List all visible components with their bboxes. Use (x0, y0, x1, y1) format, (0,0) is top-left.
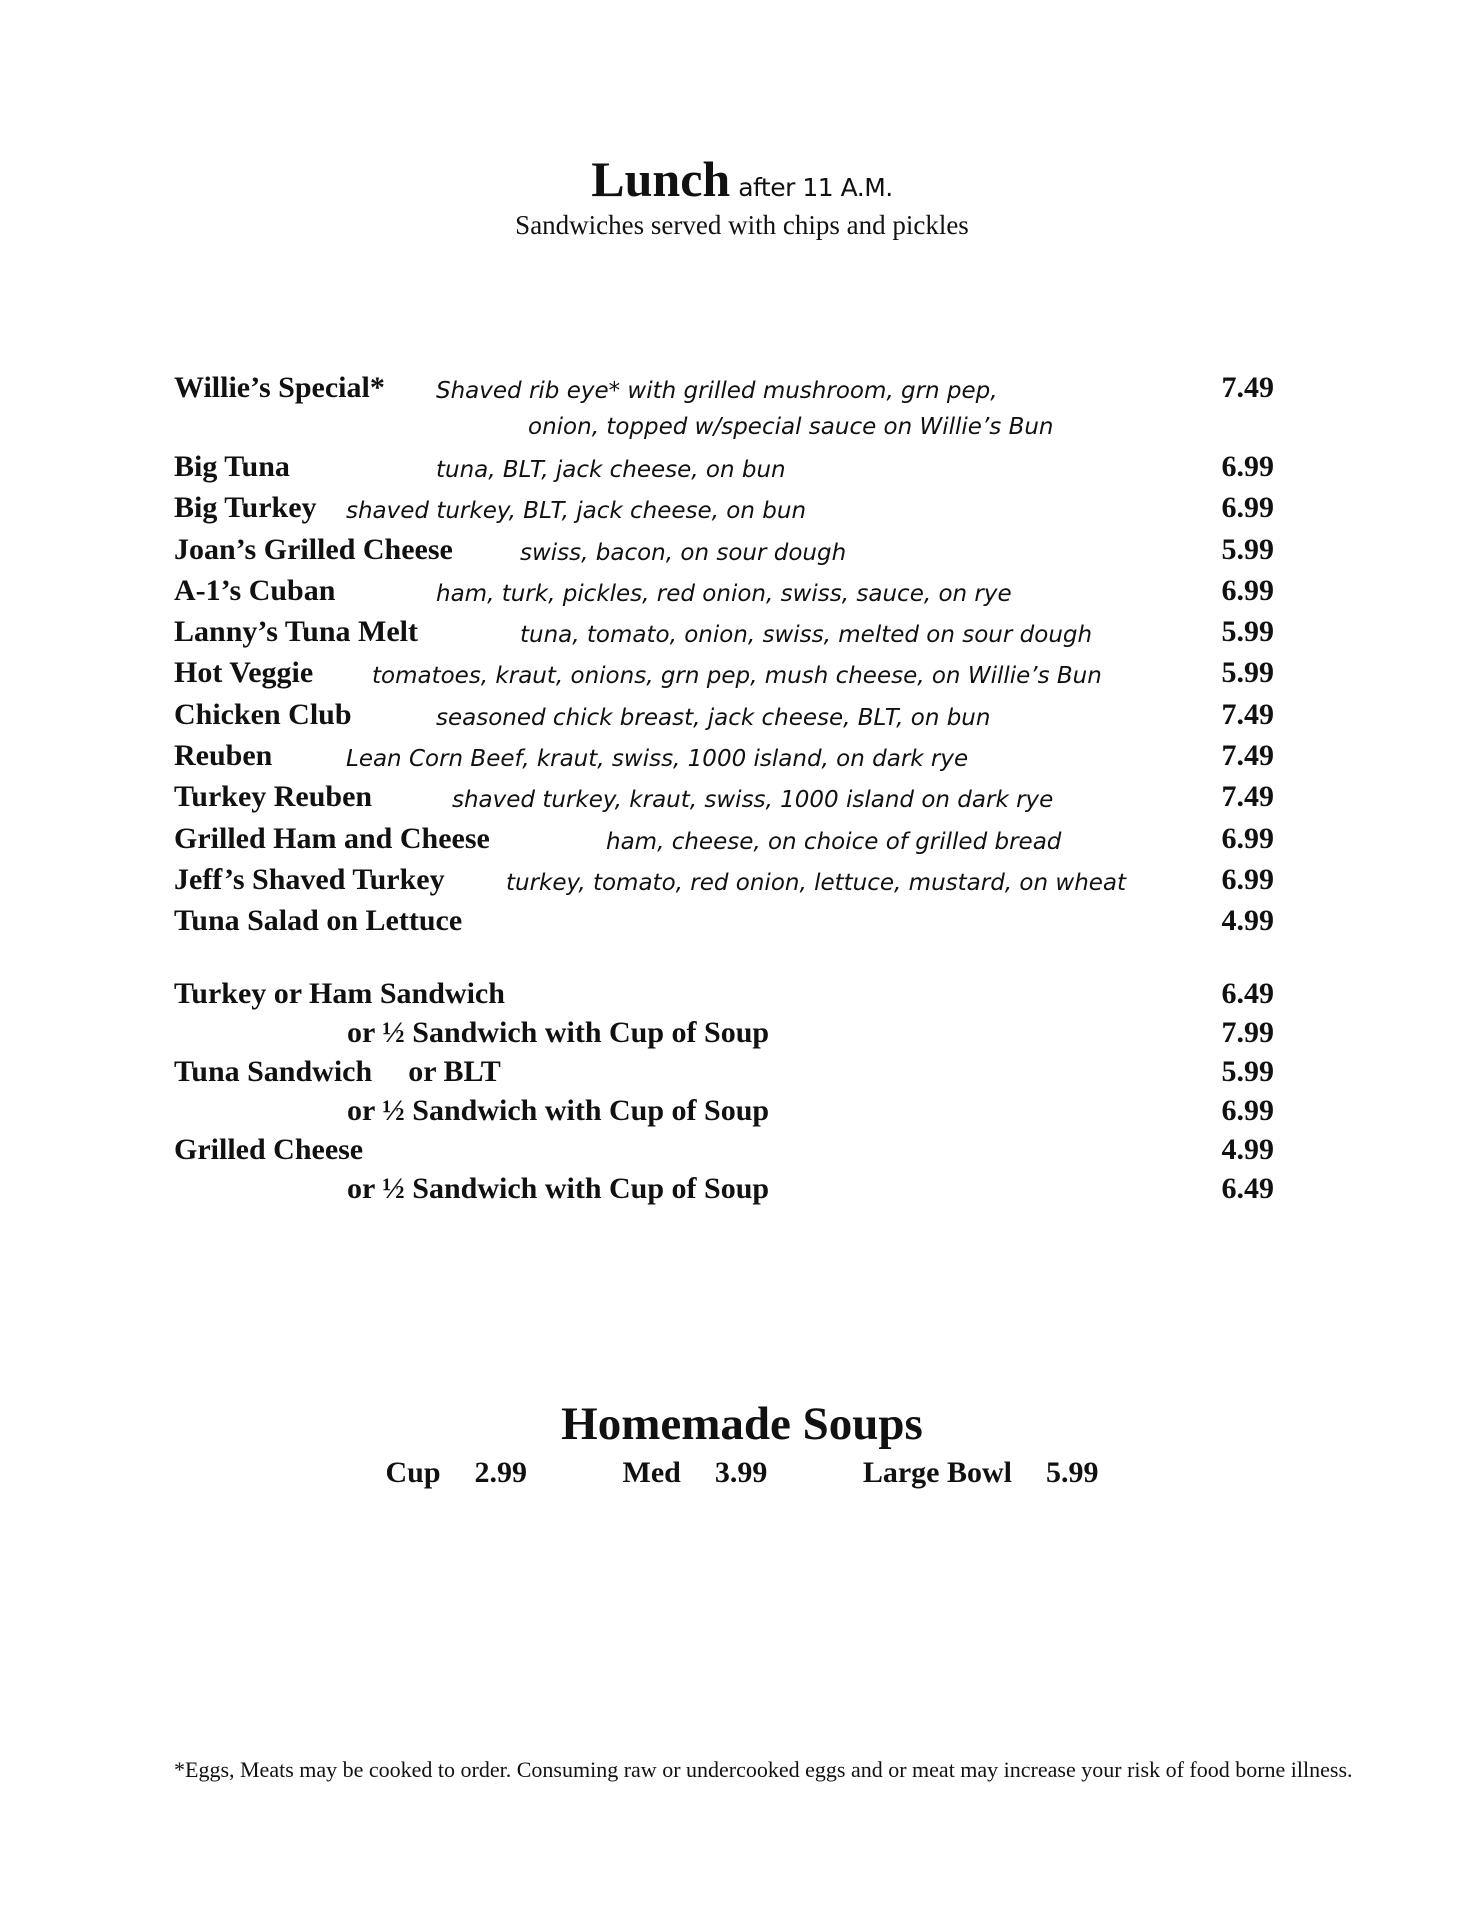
menu-item-name: Big Turkey (174, 491, 317, 525)
soup-size-large-bowl (863, 1453, 1099, 1493)
menu-item-name: Turkey Reuben (174, 780, 373, 814)
combo-item (174, 1093, 1274, 1132)
menu-item (174, 532, 1274, 573)
soups-section (0, 1395, 1484, 1493)
menu-item-name: Willie’s Special* (174, 371, 385, 404)
combo-item-name: or ½ Sandwich with Cup of Soup (347, 1016, 770, 1049)
combo-item (174, 1054, 1274, 1093)
menu-item-name: Grilled Ham and Cheese (174, 821, 490, 855)
menu-item-name: Hot Veggie (174, 656, 314, 690)
menu-item-description: tuna, BLT, jack cheese, on bun (436, 457, 786, 483)
combo-item-name: Grilled Cheese (174, 1133, 364, 1166)
menu-item-description: Shaved rib eye* with grilled mushroom, grn pep, (436, 378, 998, 404)
menu-item-name: Lanny’s Tuna Melt (174, 615, 418, 649)
soup-size-label: Med (622, 1456, 681, 1489)
combo-item-price: 6.49 (1221, 977, 1274, 1010)
menu-item-price: 6.99 (1221, 862, 1274, 896)
menu-item-name: Joan’s Grilled Cheese (174, 532, 453, 566)
menu-item (174, 779, 1274, 820)
menu-item (174, 655, 1274, 696)
menu-item-price: 5.99 (1221, 615, 1274, 649)
menu-item (174, 449, 1274, 490)
menu-item-name: Jeff’s Shaved Turkey (174, 862, 445, 896)
combo-item-price: 6.49 (1221, 1172, 1274, 1205)
menu-item-price: 7.49 (1221, 739, 1274, 773)
menu-item-price: 7.49 (1221, 371, 1274, 404)
menu-item-description: ham, turk, pickles, red onion, swiss, sauce, on rye (436, 580, 1012, 607)
menu-item-price: 7.49 (1221, 780, 1274, 814)
combo-item-name: Turkey or Ham Sandwich (174, 977, 505, 1010)
combo-item-name: or ½ Sandwich with Cup of Soup (347, 1094, 770, 1127)
menu-item (174, 903, 1274, 944)
menu-item (174, 862, 1274, 903)
menu-item-description: tomatoes, kraut, onions, grn pep, mush cheese, on Willie’s Bun (372, 663, 1102, 690)
menu-item-price: 6.99 (1221, 573, 1274, 607)
sandwich-menu-list (174, 370, 1274, 945)
soup-size-label: Cup (385, 1456, 441, 1489)
menu-item-price: 7.49 (1221, 697, 1274, 731)
menu-item (174, 697, 1274, 738)
combo-item-main: Tuna Sandwich (174, 1055, 373, 1088)
combo-item-price: 7.99 (1221, 1016, 1274, 1049)
soup-size-label: Large Bowl (862, 1456, 1013, 1489)
menu-item-description-cont: onion, topped w/special sauce on Willie’s Bun (528, 414, 1054, 440)
soups-title: Homemade Soups (561, 1398, 923, 1450)
soup-size-med (623, 1453, 768, 1493)
title-time-note: after 11 A.M. (738, 173, 893, 202)
title-line (591, 150, 892, 208)
menu-item (174, 821, 1274, 862)
combo-item-price: 5.99 (1221, 1055, 1274, 1088)
soup-size-price: 5.99 (1046, 1456, 1099, 1489)
combo-item (174, 976, 1274, 1015)
sandwich-combo-list (174, 976, 1274, 1210)
menu-item (174, 573, 1274, 614)
combo-item-price: 4.99 (1221, 1133, 1274, 1166)
menu-item-price: 4.99 (1221, 904, 1274, 938)
menu-item (174, 738, 1274, 779)
soup-size-cup (385, 1453, 527, 1493)
menu-item-price: 5.99 (1221, 532, 1274, 566)
combo-item-name: or ½ Sandwich with Cup of Soup (347, 1172, 770, 1205)
combo-item-alternative: or BLT (408, 1055, 501, 1088)
menu-item (174, 490, 1274, 531)
menu-item-name: A-1’s Cuban (174, 573, 336, 607)
page-title: Lunch (591, 151, 731, 207)
menu-item-name: Reuben (174, 739, 273, 773)
menu-item-price: 6.99 (1221, 491, 1274, 525)
menu-item-description: ham, cheese, on choice of grilled bread (606, 828, 1062, 855)
combo-item (174, 1171, 1274, 1210)
combo-item-name (174, 1054, 501, 1090)
menu-item-price: 6.99 (1221, 821, 1274, 855)
soup-size-price: 3.99 (714, 1456, 768, 1489)
menu-item-description: shaved turkey, kraut, swiss, 1000 island on dark rye (452, 787, 1054, 814)
menu-item-description: tuna, tomato, onion, swiss, melted on sour dough (520, 622, 1093, 649)
menu-item-description: shaved turkey, BLT, jack cheese, on bun (346, 498, 807, 525)
menu-item-description: swiss, bacon, on sour dough (520, 539, 847, 566)
combo-item (174, 1132, 1274, 1171)
menu-item-name: Tuna Salad on Lettuce (174, 904, 463, 938)
menu-header (0, 150, 1484, 241)
menu-item (174, 614, 1274, 655)
page-subtitle: Sandwiches served with chips and pickles (515, 210, 969, 240)
menu-item-price: 6.99 (1221, 450, 1274, 483)
menu-item-description: turkey, tomato, red onion, lettuce, mustard, on wheat (506, 869, 1127, 896)
menu-item-name: Big Tuna (174, 450, 290, 483)
menu-item-price: 5.99 (1221, 656, 1274, 690)
combo-item-price: 6.99 (1221, 1094, 1274, 1127)
food-safety-footnote: *Eggs, Meats may be cooked to order. Consuming raw or undercooked eggs and or meat may increase your risk of food borne illness. (174, 1757, 1353, 1782)
menu-item-description: Lean Corn Beef, kraut, swiss, 1000 island, on dark rye (346, 746, 969, 773)
soup-size-list (0, 1453, 1484, 1493)
menu-item-name: Chicken Club (174, 697, 352, 731)
combo-item (174, 1015, 1274, 1054)
soup-size-price: 2.99 (474, 1456, 528, 1489)
menu-item (174, 370, 1274, 449)
menu-item-description: seasoned chick breast, jack cheese, BLT, on bun (436, 704, 991, 731)
